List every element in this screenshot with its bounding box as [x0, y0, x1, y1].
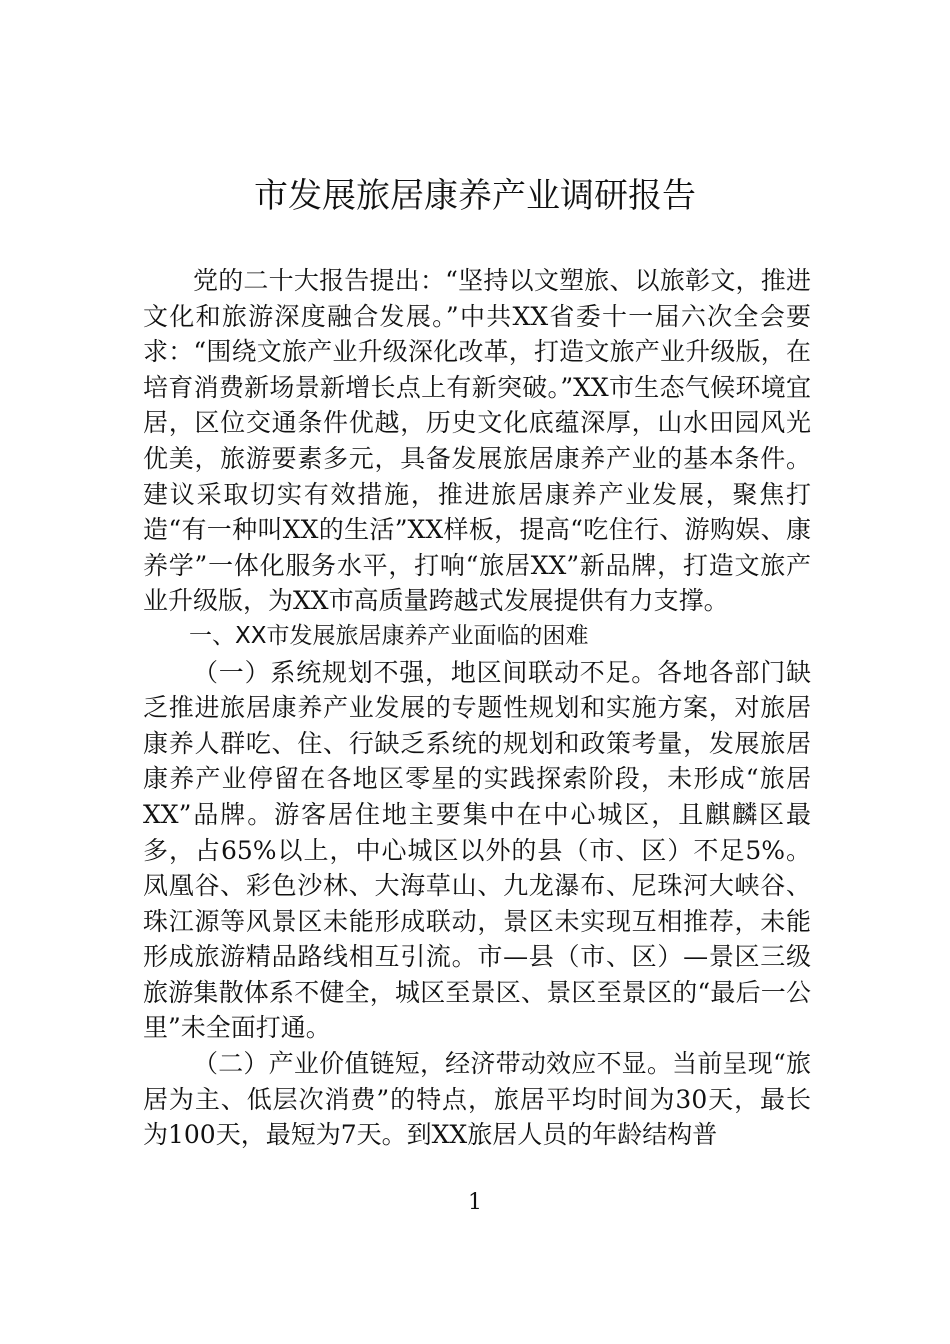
section-heading: 一、XX市发展旅居康养产业面临的困难	[189, 622, 589, 649]
intro-paragraph: 党的二十大报告提出：“坚持以文塑旅、以旅彰文，推进文化和旅游深度融合发展。”中共XX省委十一届六次全会要求：“围绕文旅产业升级深化改革，打造文旅产业升级版，在培育消费新场景新增长点上有新突破。”XX市生态气候环境宜居，区位交通条件优越，历史文化底蕴深厚，山水田园风光优美，旅游要素多元，具备发展旅居康养产业的基本条件。建议采取切实有效措施，推进旅居康养产业发展，聚焦打造“有一种叫XX的生活”XX样板，提高“吃住行、游购娱、康养学”一体化服务水平，打响“旅居XX”新品牌，打造文旅产业升级版，为XX市高质量跨越式发展提供有力支撑。	[143, 266, 811, 616]
document-title: 市发展旅居康养产业调研报告	[254, 176, 696, 216]
page-number: 1	[468, 1190, 482, 1215]
document-body	[143, 263, 811, 1153]
item-two-paragraph: （二）产业价值链短，经济带动效应不显。当前呈现“旅居为主、低层次消费”的特点，旅居平均时间为30天，最长为100天，最短为7天。到XX旅居人员的年龄结构普	[143, 1049, 811, 1150]
item-one-paragraph: （一）系统规划不强，地区间联动不足。各地各部门缺乏推进旅居康养产业发展的专题性规划和实施方案，对旅居康养人群吃、住、行缺乏系统的规划和政策考量，发展旅居康养产业停留在各地区零星的实践探索阶段，未形成“旅居XX”品牌。游客居住地主要集中在中心城区，且麒麟区最多，占65%以上，中心城区以外的县（市、区）不足5%。凤凰谷、彩色沙林、大海草山、九龙瀑布、尼珠河大峡谷、珠江源等风景区未能形成联动，景区未实现互相推荐，未能形成旅游精品路线相互引流。市—县（市、区）—景区三级旅游集散体系不健全，城区至景区、景区至景区的“最后一公里”未全面打通。	[143, 657, 811, 1043]
